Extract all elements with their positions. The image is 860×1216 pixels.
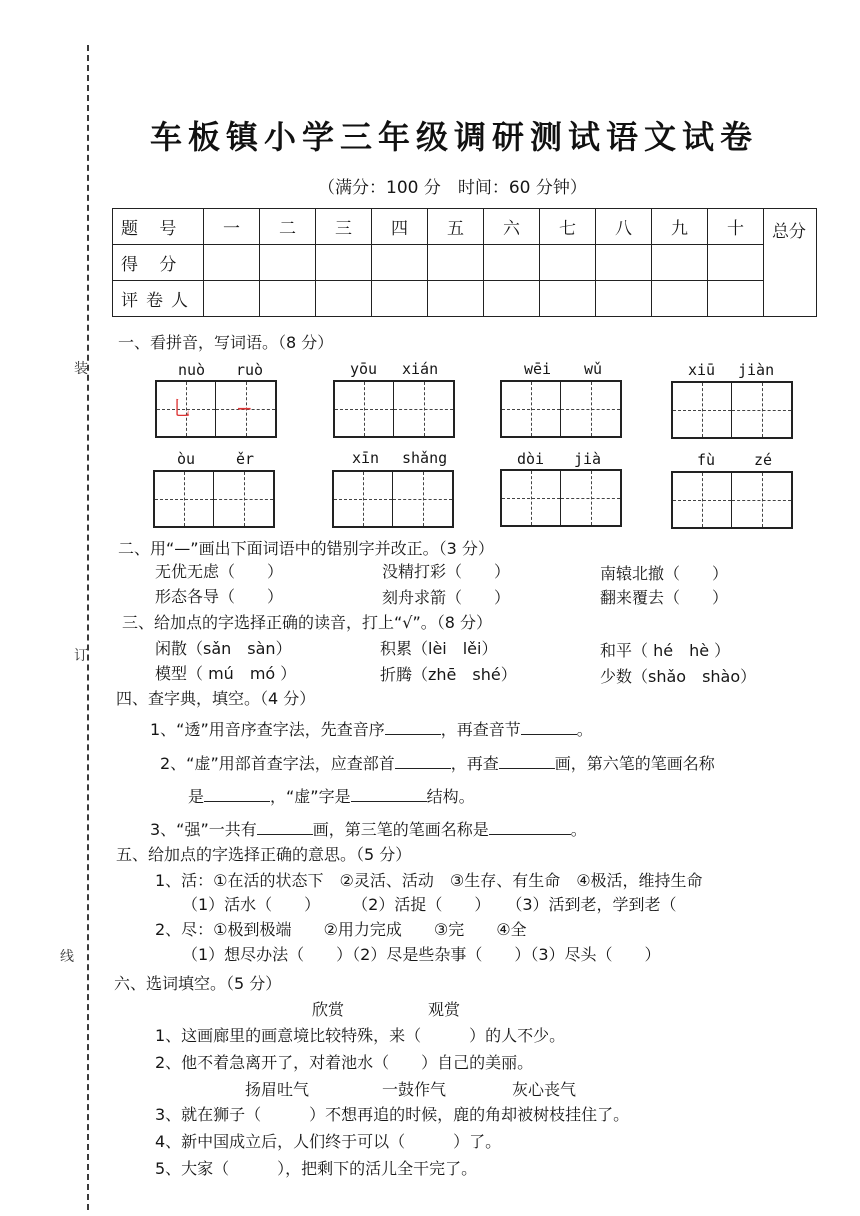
- score-col-10: 十: [708, 209, 764, 245]
- answer-blank[interactable]: [489, 820, 571, 835]
- score-col-3: 三: [316, 209, 372, 245]
- s4-text: 画，第六笔的笔画名称: [554, 754, 715, 773]
- section-4-heading: 四、查字典，填空。（4 分）: [116, 689, 316, 708]
- grader-cell[interactable]: [428, 281, 484, 317]
- word-choice: 灰心丧气: [512, 1080, 577, 1099]
- pinyin: jià: [574, 450, 602, 468]
- s3-item: 模型（ mú mó ）: [155, 664, 297, 683]
- section-5-heading: 五、给加点的字选择正确的意思。（5 分）: [116, 845, 412, 864]
- writing-grid[interactable]: [671, 471, 793, 529]
- s6-question: 5、大家（ ），把剩下的活儿全干完了。: [155, 1159, 478, 1178]
- s2-item: 没精打彩（ ）: [382, 562, 511, 581]
- pinyin: xiū: [688, 361, 716, 379]
- grader-cell[interactable]: [484, 281, 540, 317]
- score-col-8: 八: [596, 209, 652, 245]
- s2-item: 翻来覆去（ ）: [600, 588, 729, 607]
- pinyin: zé: [754, 451, 773, 469]
- s3-item: 折腾（zhē shé）: [380, 665, 517, 684]
- s2-item: 无优无虑（ ）: [155, 562, 284, 581]
- exam-subtitle: （满分：100 分 时间：60 分钟）: [318, 178, 587, 198]
- score-cell[interactable]: [540, 245, 596, 281]
- score-cell[interactable]: [484, 245, 540, 281]
- grader-cell[interactable]: [596, 281, 652, 317]
- s4-text: 结构。: [426, 787, 475, 806]
- writing-grid[interactable]: [500, 380, 622, 438]
- score-cell[interactable]: [316, 245, 372, 281]
- writing-grid[interactable]: [671, 381, 793, 439]
- word-choice: 观赏: [428, 1000, 461, 1019]
- word-choice: 扬眉吐气: [245, 1080, 310, 1099]
- s2-item: 南辕北撤（ ）: [600, 564, 729, 583]
- score-table-head-score: 得 分: [113, 245, 204, 281]
- pinyin: jiàn: [738, 361, 775, 379]
- score-total: 总分: [764, 209, 817, 317]
- pinyin: yōu: [350, 360, 378, 378]
- grader-cell[interactable]: [260, 281, 316, 317]
- s3-item: 少数（shǎo shào）: [600, 667, 757, 686]
- answer-blank[interactable]: [395, 754, 451, 769]
- pinyin: dòi: [517, 450, 545, 468]
- score-cell[interactable]: [708, 245, 764, 281]
- grader-cell[interactable]: [372, 281, 428, 317]
- section-3-heading: 三、给加点的字选择正确的读音，打上“√”。（8 分）: [122, 613, 493, 632]
- s4-text: 2、“虚”用部首查字法，应查部首: [160, 754, 395, 773]
- s4-text: 画，第三笔的笔画名称是: [312, 820, 489, 839]
- s3-item: 积累（lèi lěi）: [380, 639, 498, 658]
- binding-mark-1: 装: [74, 361, 88, 377]
- score-col-1: 一: [204, 209, 260, 245]
- pinyin: fù: [697, 451, 716, 469]
- score-table-row-grader: [113, 281, 817, 317]
- score-table-row-number: [113, 209, 817, 245]
- s5-line: （1）想尽办法（ ）（2）尽是些杂事（ ）（3）尽头（ ）: [182, 945, 661, 964]
- score-table-head-number: 题 号: [113, 209, 204, 245]
- score-cell[interactable]: [596, 245, 652, 281]
- s4-line-1: [150, 717, 593, 740]
- s4-text: 3、“强”一共有: [150, 820, 257, 839]
- score-table: [112, 208, 817, 317]
- writing-grid[interactable]: [153, 470, 275, 528]
- s6-question: 3、就在狮子（ ）不想再追的时候，鹿的角却被树枝挂住了。: [155, 1105, 630, 1124]
- answer-blank[interactable]: [521, 720, 577, 735]
- s2-item: 形态各导（ ）: [155, 587, 284, 606]
- grader-cell[interactable]: [708, 281, 764, 317]
- writing-grid[interactable]: [333, 380, 455, 438]
- word-choice: 欣赏: [312, 1000, 345, 1019]
- pinyin: nuò: [178, 361, 206, 379]
- s2-item: 刻舟求箭（ ）: [382, 588, 511, 607]
- pinyin: wēi: [524, 360, 552, 378]
- s4-text: ，再查: [450, 754, 499, 773]
- pinyin: xīn: [352, 449, 380, 467]
- section-6-heading: 六、选词填空。（5 分）: [114, 974, 282, 993]
- s3-item: 和平（ hé hè ）: [600, 641, 731, 660]
- pinyin: ruò: [236, 361, 264, 379]
- grader-cell[interactable]: [540, 281, 596, 317]
- grader-cell[interactable]: [204, 281, 260, 317]
- exam-title: 车板镇小学三年级调研测试语文试卷: [150, 118, 759, 156]
- s5-line: （1）活水（ ） （2）活捉（ ） （3）活到老，学到老（: [182, 895, 677, 914]
- score-col-2: 二: [260, 209, 316, 245]
- binding-mark-2: 订: [74, 648, 88, 664]
- s4-text: 1、“透”用音序查字法，先查音序: [150, 720, 385, 739]
- s6-question: 2、他不着急离开了，对着池水（ ）自己的美丽。: [155, 1053, 534, 1072]
- pinyin: xián: [402, 360, 439, 378]
- answer-blank[interactable]: [204, 787, 270, 802]
- writing-grid[interactable]: [332, 470, 454, 528]
- s4-line-2: [160, 751, 715, 774]
- section-1-heading: 一、看拼音，写词语。（8 分）: [118, 333, 334, 352]
- s5-line: 2、尽：①极到极端 ②用力完成 ③完 ④全: [155, 920, 527, 939]
- score-cell[interactable]: [204, 245, 260, 281]
- s3-item: 闲散（sǎn sàn）: [155, 639, 292, 658]
- binding-mark-3: 线: [60, 949, 74, 965]
- s4-line-3: [188, 784, 475, 807]
- score-col-5: 五: [428, 209, 484, 245]
- score-table-head-grader: 评卷人: [113, 281, 204, 317]
- score-cell[interactable]: [652, 245, 708, 281]
- s6-question: 4、新中国成立后，人们终于可以（ ）了。: [155, 1132, 502, 1151]
- section-2-heading: 二、用“—”画出下面词语中的错别字并改正。（3 分）: [118, 539, 494, 558]
- score-table-row-score: [113, 245, 817, 281]
- score-col-4: 四: [372, 209, 428, 245]
- s4-text: ，再查音节: [440, 720, 521, 739]
- s4-text: ，“虚”字是: [270, 787, 351, 806]
- score-cell[interactable]: [260, 245, 316, 281]
- score-cell[interactable]: [428, 245, 484, 281]
- grader-cell[interactable]: [316, 281, 372, 317]
- answer-blank[interactable]: [499, 754, 555, 769]
- pinyin: wǔ: [584, 360, 603, 378]
- binding-dashed-line: [87, 45, 89, 1210]
- pinyin: òu: [177, 450, 196, 468]
- score-col-7: 七: [540, 209, 596, 245]
- handwritten-pencil-mark: −: [236, 396, 253, 420]
- writing-grid[interactable]: [500, 469, 622, 527]
- s4-text: 是: [188, 787, 205, 806]
- s4-text: 。: [576, 720, 593, 739]
- score-col-6: 六: [484, 209, 540, 245]
- s6-question: 1、这画廊里的画意境比较特殊，来（ ）的人不少。: [155, 1026, 566, 1045]
- s4-text: 。: [570, 820, 587, 839]
- s5-line: 1、活：①在活的状态下 ②灵活、活动 ③生存、有生命 ④极活，维持生命: [155, 871, 703, 890]
- answer-blank[interactable]: [385, 720, 441, 735]
- answer-blank[interactable]: [257, 820, 313, 835]
- score-col-9: 九: [652, 209, 708, 245]
- pinyin: shǎng: [402, 449, 448, 467]
- grader-cell[interactable]: [652, 281, 708, 317]
- handwritten-pencil-mark: ⺃: [172, 396, 192, 420]
- s4-line-4: [150, 817, 587, 840]
- pinyin: ěr: [236, 450, 255, 468]
- word-choice: 一鼓作气: [382, 1080, 447, 1099]
- score-cell[interactable]: [372, 245, 428, 281]
- answer-blank[interactable]: [351, 787, 427, 802]
